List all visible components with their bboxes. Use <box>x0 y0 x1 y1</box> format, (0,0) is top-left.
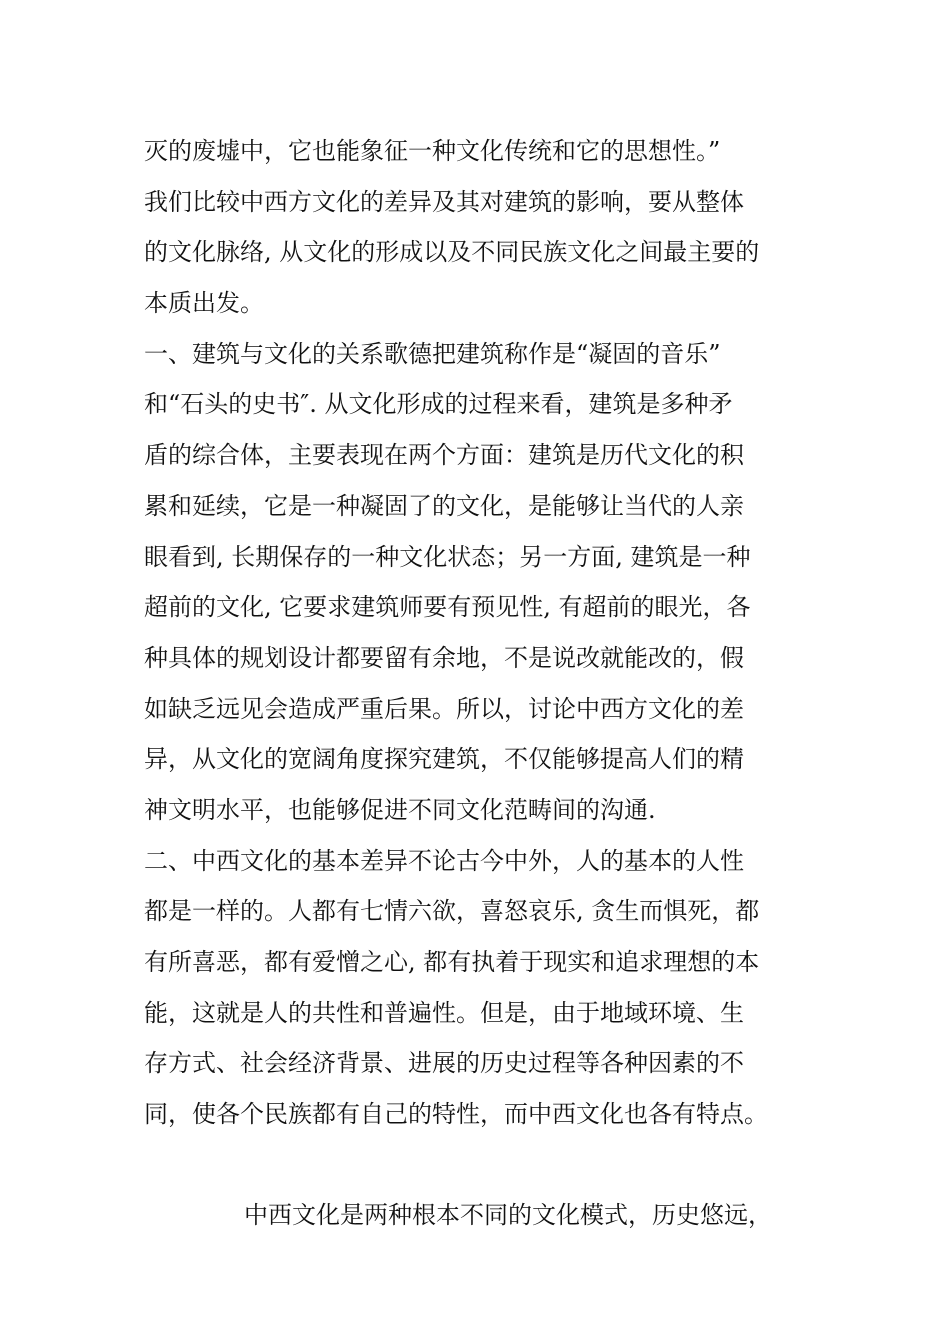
text-line: 二、中西文化的基本差异不论古今中外，人的基本的人性 <box>144 846 744 875</box>
text-line: 灭的废墟中，它也能象征一种文化传统和它的思想性。” <box>144 137 721 165</box>
text-line: 眼看到, 长期保存的一种文化状态；另一方面, 建筑是一种 <box>144 542 751 571</box>
text-line: 一、建筑与文化的关系歌德把建筑称作是“凝固的音乐” <box>144 339 721 368</box>
text-line: 神文明水平，也能够促进不同文化范畴间的沟通. <box>144 795 656 824</box>
text-line: 种具体的规划设计都要留有余地，不是说改就能改的，假 <box>144 643 744 672</box>
body-text <box>144 126 824 1241</box>
text-line: 异，从文化的宽阔角度探究建筑，不仅能够提高人们的精 <box>144 745 744 774</box>
text-line: 累和延续，它是一种凝固了的文化，是能够让当代的人亲 <box>144 491 744 520</box>
text-line: 盾的综合体，主要表现在两个方面：建筑是历代文化的积 <box>144 441 744 470</box>
text-line: 和“石头的史书″. 从文化形成的过程来看，建筑是多种矛 <box>144 390 733 419</box>
text-line: 如缺乏远见会造成严重后果。所以，讨论中西方文化的差 <box>144 694 744 723</box>
text-line: 我们比较中西方文化的差异及其对建筑的影响，要从整体 <box>144 187 744 216</box>
text-line: 都是一样的。人都有七情六欲，喜怒哀乐, 贪生而惧死，都 <box>144 897 760 926</box>
text-line: 本质出发。 <box>144 289 264 318</box>
paragraph-gap <box>144 1140 824 1191</box>
text-line: 的文化脉络, 从文化的形成以及不同民族文化之间最主要的 <box>144 238 760 267</box>
text-line: 超前的文化, 它要求建筑师要有预见性, 有超前的眼光，各 <box>144 593 751 622</box>
text-line-indented: 中西文化是两种根本不同的文化模式，历史悠远， <box>244 1201 772 1230</box>
text-line: 有所喜恶，都有爱憎之心, 都有执着于现实和追求理想的本 <box>144 948 760 976</box>
text-line: 存方式、社会经济背景、进展的历史过程等各种因素的不 <box>144 1049 744 1078</box>
text-line: 能，这就是人的共性和普遍性。但是，由于地域环境、生 <box>144 998 744 1027</box>
text-line: 同，使各个民族都有自己的特性，而中西文化也各有特点。 <box>144 1100 768 1129</box>
